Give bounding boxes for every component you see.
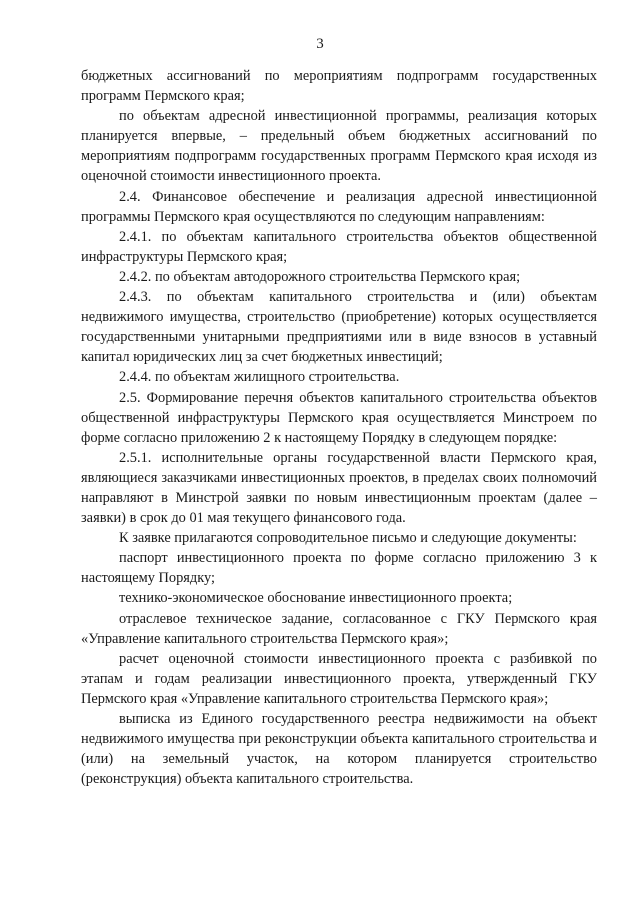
paragraph: 2.4.2. по объектам автодорожного строительства Пермского края; <box>119 268 521 285</box>
paragraph: 2.4.3. по объектам капитального строительства и (или) объектам недвижимого имущества, строительство (приобретение) которых осуществляется государственными унитарными предприятиями или в виде взносов в уставный капитал юридических лиц за счет бюджетных инвестиций; <box>81 289 597 366</box>
paragraph: 2.5. Формирование перечня объектов капитального строительства объектов общественной инфраструктуры Пермского края осуществляется Минстроем по форме согласно приложению 2 к настоящему Порядку в следующем порядке: <box>81 389 597 446</box>
page-number: 3 <box>316 36 324 52</box>
paragraph: расчет оценочной стоимости инвестиционного проекта с разбивкой по этапам и годам реализации инвестиционного проекта, утвержденный ГКУ Пермского края «Управление капитального строительства Пермского края»; <box>81 650 597 707</box>
paragraph: 2.4.4. по объектам жилищного строительства. <box>119 369 400 386</box>
paragraph: бюджетных ассигнований по мероприятиям подпрограмм государственных программ Пермского края; <box>81 68 597 105</box>
paragraph: по объектам адресной инвестиционной программы, реализация которых планируется впервые, – предельный объем бюджетных ассигнований по мероприятиям подпрограмм государственных программ Пермского края исходя из оценочной стоимости инвестиционного проекта. <box>81 108 597 185</box>
document-body <box>81 66 597 789</box>
paragraph: 2.5.1. исполнительные органы государственной власти Пермского края, являющиеся заказчиками инвестиционных проектов, в пределах своих полномочий направляют в Минстрой заявки по новым инвестиционным проектам (далее – заявки) в срок до 01 мая текущего финансового года. <box>81 449 597 527</box>
paragraph: паспорт инвестиционного проекта по форме согласно приложению 3 к настоящему Порядку; <box>81 550 597 587</box>
paragraph: К заявке прилагаются сопроводительное письмо и следующие документы: <box>119 530 577 547</box>
paragraph: технико-экономическое обоснование инвестиционного проекта; <box>119 590 513 607</box>
paragraph: 2.4.1. по объектам капитального строительства объектов общественной инфраструктуры Пермского края; <box>81 228 597 265</box>
paragraph: 2.4. Финансовое обеспечение и реализация адресной инвестиционной программы Пермского края осуществляются по следующим направлениям: <box>81 188 597 225</box>
paragraph: отраслевое техническое задание, согласованное с ГКУ Пермского края «Управление капитального строительства Пермского края»; <box>81 610 597 647</box>
paragraph: выписка из Единого государственного реестра недвижимости на объект недвижимого имущества при реконструкции объекта капитального строительства и (или) на земельный участок, на котором планируется строительство (реконструкция) объекта капитального строительства. <box>81 711 597 788</box>
